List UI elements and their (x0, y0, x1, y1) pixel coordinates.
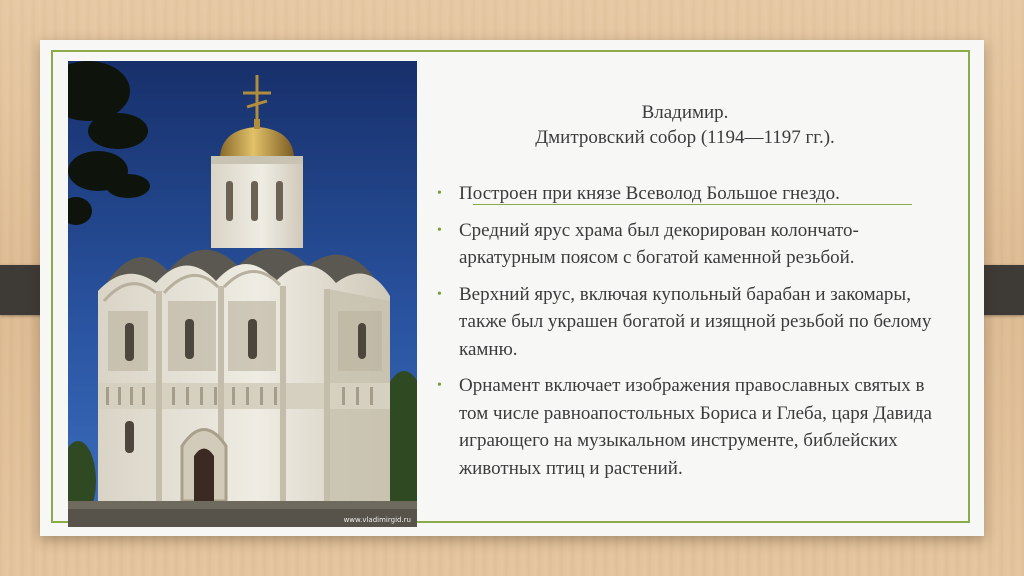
bullet-text: Средний ярус храма был декорирован колончато-аркатурным поясом с богатой каменной резьбой. (459, 219, 859, 268)
bullet-icon: • (437, 222, 442, 238)
bullet-text: Верхний ярус, включая купольный барабан и закомары, также был украшен богатой и изящной резьбой по белому камню. (459, 283, 932, 360)
bullet-icon: • (437, 186, 442, 201)
bullet-item (435, 180, 935, 208)
cathedral-photo (68, 61, 417, 527)
bullet-list (435, 180, 935, 491)
bullet-item (435, 281, 935, 364)
photo-watermark: www.vladimirgid.ru (343, 516, 411, 524)
bullet-icon: • (437, 286, 442, 302)
title-line-city: Владимир. (641, 102, 729, 123)
bullet-text: Построен при князе Всеволод Большое гнездо. (459, 183, 840, 204)
bullet-text: Орнамент включает изображения православных святых в том числе равноапостольных Бориса и Глеба, царя Давида играющего на музыкальном инструменте, библейских животных птиц и растений. (459, 375, 932, 479)
title-line-cathedral: Дмитровский собор (1194—1197 гг.). (535, 127, 835, 148)
bullet-item (435, 372, 935, 482)
slide-title (470, 100, 900, 150)
bullet-icon: • (437, 378, 442, 393)
slide-card (40, 40, 984, 536)
bullet-item (435, 217, 935, 272)
